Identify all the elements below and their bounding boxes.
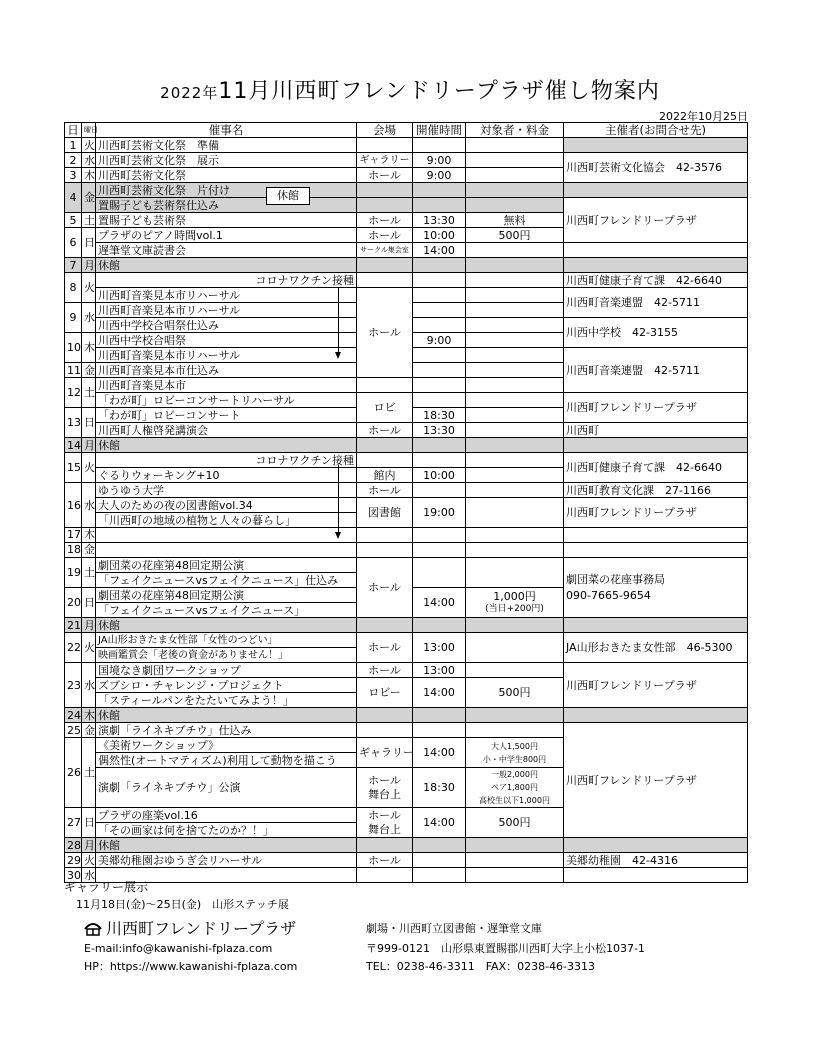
header-fee: 対象者・料金 [466, 123, 564, 138]
event-cell: 映画鑑賞会「老後の資金がありません！」 [96, 648, 357, 663]
table-row [65, 853, 748, 868]
fee-cell [466, 528, 564, 543]
phone-fax: TEL：0238-46-3311 FAX：0238-46-3313 [366, 960, 596, 973]
weekday-cell: 火 [82, 138, 96, 153]
event-cell: 川西町芸術文化祭 [96, 168, 357, 183]
fee-cell: 無料 [466, 213, 564, 228]
fee-cell [466, 333, 564, 348]
organizer-cell [564, 543, 748, 558]
table-row [65, 483, 748, 498]
event-cell: JA山形おきたま女性部「女性のつどい」 [96, 633, 357, 648]
time-cell [413, 708, 466, 723]
organizer-cell: 川西町教育文化課 27-1166 [564, 483, 748, 498]
event-cell: 川西町人権啓発講演会 [96, 423, 357, 438]
table-row [65, 453, 748, 468]
fee-cell [466, 723, 564, 738]
weekday-cell: 日 [82, 808, 96, 838]
event-cell: 大人のための夜の図書館vol.34 [96, 498, 357, 513]
venue-cell: ホール [357, 168, 413, 183]
organizer-cell [564, 838, 748, 853]
venue-cell: ホール [357, 853, 413, 868]
event-cell: 「フェイクニュースvsフェイクニュース」 [96, 603, 357, 618]
weekday-cell: 火 [82, 853, 96, 868]
event-cell: 「わが町」ロビーコンサートリハーサル [96, 393, 357, 408]
fee-cell [466, 168, 564, 183]
event-cell: 置賜子ども芸術祭仕込み [96, 198, 357, 213]
time-cell [413, 838, 466, 853]
header-venue: 会場 [357, 123, 413, 138]
venue-cell: ホール [357, 423, 413, 438]
table-row [65, 183, 748, 198]
table-row [65, 423, 748, 438]
fee-cell [466, 273, 564, 288]
venue-cell: ホール 舞台上 [357, 768, 413, 808]
venue-cell: サークル集会室 [357, 243, 413, 258]
header-event: 催事名 [96, 123, 357, 138]
day-cell: 12 [65, 378, 82, 408]
event-cell: 休館 [96, 838, 357, 853]
fee-cell [466, 543, 564, 558]
organizer-cell: 川西町音楽連盟 42-5711 [564, 348, 748, 393]
table-row [65, 198, 748, 213]
weekday-cell: 水 [82, 663, 96, 708]
time-cell: 18:30 [413, 408, 466, 423]
fee-cell [466, 138, 564, 153]
time-cell [413, 258, 466, 273]
fee-cell [466, 288, 564, 303]
day-cell: 19 [65, 558, 82, 588]
organizer-cell: 川西町フレンドリープラザ [564, 198, 748, 243]
day-cell: 13 [65, 408, 82, 438]
time-cell: 13:00 [413, 633, 466, 663]
weekday-cell: 月 [82, 838, 96, 853]
weekday-cell: 月 [82, 618, 96, 633]
event-cell: 川西町芸術文化祭 準備 [96, 138, 357, 153]
time-cell: 13:00 [413, 663, 466, 678]
event-cell: プラザの座楽vol.16 [96, 808, 357, 823]
event-cell: 劇団菜の花座第48回定期公演 [96, 558, 357, 573]
time-cell: 9:00 [413, 168, 466, 183]
time-cell [413, 378, 466, 393]
event-cell: 川西町音楽見本市リハーサル [96, 348, 357, 363]
venue-cell: 図書館 [357, 498, 413, 528]
weekday-cell: 水 [82, 483, 96, 528]
organizer-cell: 川西中学校 42-3155 [564, 318, 748, 348]
time-cell [413, 303, 466, 318]
day-cell: 23 [65, 663, 82, 708]
weekday-cell: 金 [82, 543, 96, 558]
venue-cell: ギャラリー [357, 738, 413, 768]
table-row [65, 243, 748, 258]
event-cell [96, 543, 357, 558]
venue-cell [357, 138, 413, 153]
venue-cell [357, 273, 413, 288]
day-cell: 27 [65, 808, 82, 838]
organizer-cell: 川西町健康子育て課 42-6640 [564, 273, 748, 288]
fee-cell [466, 318, 564, 333]
time-cell: 14:00 [413, 588, 466, 618]
day-cell: 1 [65, 138, 82, 153]
day-cell: 26 [65, 738, 82, 808]
venue-cell [357, 438, 413, 453]
table-row [65, 558, 748, 573]
fee-cell [466, 453, 564, 468]
event-cell: 「フェイクニュースvsフェイクニュース」仕込み [96, 573, 357, 588]
venue-cell [357, 258, 413, 273]
venue-cell: ホール [357, 558, 413, 618]
event-cell: 演劇「ライネキブチウ」公演 [96, 768, 357, 808]
weekday-cell: 日 [82, 228, 96, 258]
day-cell: 5 [65, 213, 82, 228]
venue-cell: ホール [357, 228, 413, 243]
fee-cell [466, 708, 564, 723]
fee-cell [466, 438, 564, 453]
venue-cell [357, 183, 413, 198]
organizer-cell [564, 618, 748, 633]
day-cell: 17 [65, 528, 82, 543]
table-row [65, 528, 748, 543]
time-cell [413, 138, 466, 153]
table-row [65, 153, 748, 168]
organizer-cell: 川西町芸術文化協会 42-3576 [564, 153, 748, 183]
organizer-cell: 劇団菜の花座事務局 090-7665-9654 [564, 558, 748, 618]
day-cell: 8 [65, 273, 82, 303]
event-cell: 川西中学校合唱祭仕込み [96, 318, 357, 333]
weekday-cell: 木 [82, 333, 96, 363]
event-cell: 休館 [96, 708, 357, 723]
time-cell [413, 363, 466, 378]
event-cell: 休館 [96, 618, 357, 633]
venue-cell: 館内 [357, 468, 413, 483]
event-cell: 休館 [96, 258, 357, 273]
fee-cell [466, 498, 564, 528]
page-title: 2022年11月川西町フレンドリープラザ催し物案内 [160, 79, 660, 104]
time-cell: 14:00 [413, 678, 466, 708]
day-cell: 16 [65, 483, 82, 528]
organizer-cell: 川西町フレンドリープラザ [564, 663, 748, 708]
time-cell [413, 723, 466, 738]
day-cell: 21 [65, 618, 82, 633]
weekday-cell: 火 [82, 453, 96, 483]
day-cell: 29 [65, 853, 82, 868]
table-row [65, 708, 748, 723]
day-cell: 22 [65, 633, 82, 663]
fee-cell [466, 853, 564, 868]
time-cell [413, 453, 466, 468]
day-cell: 14 [65, 438, 82, 453]
table-row [65, 723, 748, 738]
time-cell [413, 558, 466, 588]
issue-date: 2022年10月25日 [659, 110, 748, 123]
fee-cell: 一般2,000円 ペア1,800円 高校生以下1,000円 [466, 768, 564, 808]
day-cell: 25 [65, 723, 82, 738]
venue-cell [357, 543, 413, 558]
homepage-link[interactable]: HP：https://www.kawanishi-fplaza.com [84, 960, 298, 973]
time-cell [413, 528, 466, 543]
fee-cell [466, 378, 564, 393]
day-cell: 4 [65, 183, 82, 213]
table-row [65, 498, 748, 513]
fee-cell [466, 618, 564, 633]
event-cell: コロナワクチン接種 [96, 453, 357, 468]
day-cell: 6 [65, 228, 82, 258]
fee-cell [466, 423, 564, 438]
table-row [65, 393, 748, 408]
event-cell: 偶然性(オートマティズム)利用して動物を描こう [96, 753, 357, 768]
day-cell: 24 [65, 708, 82, 723]
organizer-cell: 川西町フレンドリープラザ [564, 498, 748, 528]
table-row [65, 138, 748, 153]
gallery-detail: 11月18日(金)～25日(金) 山形ステッチ展 [76, 898, 289, 911]
organizer-cell [564, 183, 748, 198]
table-row [65, 438, 748, 453]
time-cell [413, 438, 466, 453]
weekday-cell: 木 [82, 528, 96, 543]
venue-cell [357, 838, 413, 853]
continuation-arrow [338, 287, 339, 357]
fee-cell [466, 303, 564, 318]
day-cell: 15 [65, 453, 82, 483]
day-cell: 11 [65, 363, 82, 378]
fee-cell [466, 348, 564, 363]
fee-cell [466, 868, 564, 883]
venue-cell [357, 868, 413, 883]
venue-cell [357, 723, 413, 738]
time-cell [413, 273, 466, 288]
fee-cell [466, 393, 564, 408]
event-cell: 《美術ワークショップ》 [96, 738, 357, 753]
fee-cell [466, 838, 564, 853]
venue-cell: ホール [357, 633, 413, 663]
postal-address: 〒999-0121 山形県東置賜郡川西町大字上小松1037-1 [366, 942, 645, 955]
day-cell: 30 [65, 868, 82, 883]
venue-cell: ホール [357, 483, 413, 498]
time-cell: 14:00 [413, 808, 466, 838]
day-cell: 28 [65, 838, 82, 853]
day-cell: 18 [65, 543, 82, 558]
time-cell: 9:00 [413, 333, 466, 348]
weekday-cell: 金 [82, 183, 96, 213]
weekday-cell: 火 [82, 633, 96, 663]
time-cell: 13:30 [413, 213, 466, 228]
organizer-cell [564, 708, 748, 723]
weekday-cell: 金 [82, 363, 96, 378]
organizer-cell: 川西町 [564, 423, 748, 438]
time-cell: 14:00 [413, 243, 466, 258]
weekday-cell: 水 [82, 153, 96, 168]
event-cell: 川西町音楽見本市リハーサル [96, 303, 357, 318]
organizer-cell [564, 138, 748, 153]
organizer-cell: 川西町健康子育て課 42-6640 [564, 453, 748, 483]
venue-cell: ホール [357, 213, 413, 228]
schedule-table [64, 122, 748, 883]
table-row [65, 838, 748, 853]
continuation-arrow [338, 465, 339, 537]
event-cell: 川西町音楽見本市仕込み [96, 363, 357, 378]
time-cell [413, 198, 466, 213]
event-cell: コロナワクチン接種 [96, 273, 357, 288]
header-organizer: 主催者(お問合せ先) [564, 123, 748, 138]
event-cell: 川西中学校合唱祭 [96, 333, 357, 348]
time-cell [413, 483, 466, 498]
event-cell: 演劇「ライネキブチウ」仕込み [96, 723, 357, 738]
table-row [65, 663, 748, 678]
event-cell: 「スティールパンをたたいてみよう！」 [96, 693, 357, 708]
weekday-cell: 水 [82, 303, 96, 333]
time-cell [413, 868, 466, 883]
fee-cell: 大人1,500円 小・中学生800円 [466, 738, 564, 768]
venue-cell [357, 618, 413, 633]
fee-cell [466, 663, 564, 678]
venue-cell: ホール [357, 663, 413, 678]
venue-cell: ギャラリー [357, 153, 413, 168]
event-cell: 「その画家は何を捨てたのか？！」 [96, 823, 357, 838]
weekday-cell: 木 [82, 708, 96, 723]
fee-cell: 500円 [466, 678, 564, 708]
fee-cell [466, 483, 564, 498]
header-day: 日 [65, 123, 82, 138]
weekday-cell: 土 [82, 558, 96, 588]
event-cell: 川西町芸術文化祭 展示 [96, 153, 357, 168]
day-cell: 7 [65, 258, 82, 273]
email-link[interactable]: E-mail:info@kawanishi-fplaza.com [84, 942, 273, 955]
day-cell: 20 [65, 588, 82, 618]
fee-cell [466, 198, 564, 213]
time-cell: 14:00 [413, 738, 466, 768]
event-cell: 美郷幼稚園おゆうぎ会リハーサル [96, 853, 357, 868]
day-cell: 10 [65, 333, 82, 363]
organizer-cell: 川西町フレンドリープラザ [564, 723, 748, 838]
fee-cell: 1,000円 (当日+200円) [466, 588, 564, 618]
facility-names: 劇場・川西町立図書館・遅筆堂文庫 [366, 922, 542, 935]
table-row [65, 273, 748, 288]
fee-cell [466, 408, 564, 423]
venue-cell: ロビ [357, 393, 413, 423]
event-cell: 川西町音楽見本市リハーサル [96, 288, 357, 303]
gallery-heading: ギャラリー展示 [64, 880, 149, 894]
weekday-cell: 金 [82, 723, 96, 738]
event-cell: 国境なき劇団ワークショップ [96, 663, 357, 678]
venue-cell [357, 453, 413, 468]
time-cell: 19:00 [413, 498, 466, 528]
venue-cell [357, 378, 413, 393]
weekday-cell: 土 [82, 378, 96, 408]
event-cell: 川西町音楽見本市 [96, 378, 357, 393]
time-cell [413, 318, 466, 333]
event-cell: ぐるりウォーキング+10 [96, 468, 357, 483]
fee-cell: 500円 [466, 228, 564, 243]
event-cell: 劇団菜の花座第48回定期公演 [96, 588, 357, 603]
venue-cell: ホール [357, 288, 413, 378]
organizer-cell [564, 438, 748, 453]
event-cell: 置賜子ども芸術祭 [96, 213, 357, 228]
organizer-cell [564, 868, 748, 883]
time-cell: 18:30 [413, 768, 466, 808]
fee-cell [466, 153, 564, 168]
time-cell [413, 348, 466, 363]
event-cell: 遅筆堂文庫読書会 [96, 243, 357, 258]
fee-cell: 500円 [466, 808, 564, 838]
time-cell: 10:00 [413, 228, 466, 243]
weekday-cell: 日 [82, 588, 96, 618]
time-cell: 13:30 [413, 423, 466, 438]
organizer-cell [564, 258, 748, 273]
weekday-cell: 月 [82, 438, 96, 453]
organizer-cell [564, 243, 748, 258]
venue-cell [357, 708, 413, 723]
weekday-cell: 火 [82, 273, 96, 303]
venue-cell [357, 528, 413, 543]
table-row [65, 618, 748, 633]
organizer-cell: JA山形おきたま女性部 46-5300 [564, 633, 748, 663]
table-row [65, 258, 748, 273]
time-cell: 9:00 [413, 153, 466, 168]
table-header-row [65, 123, 748, 138]
weekday-cell: 土 [82, 213, 96, 228]
header-time: 開催時間 [413, 123, 466, 138]
table-row [65, 543, 748, 558]
event-cell [96, 528, 357, 543]
time-cell [413, 288, 466, 303]
plaza-logo-text: 川西町フレンドリープラザ [106, 919, 297, 938]
plaza-logo-icon [84, 920, 102, 936]
organizer-cell [564, 528, 748, 543]
fee-cell [466, 558, 564, 588]
time-cell: 10:00 [413, 468, 466, 483]
event-cell: ズブシロ・チャレンジ・プロジェクト [96, 678, 357, 693]
fee-cell [466, 468, 564, 483]
table-row [65, 288, 748, 303]
weekday-cell: 木 [82, 168, 96, 183]
time-cell [413, 393, 466, 408]
event-cell: 川西町芸術文化祭 片付け [96, 183, 357, 198]
weekday-cell: 日 [82, 408, 96, 438]
plaza-logo [84, 916, 296, 939]
table-row [65, 633, 748, 648]
time-cell [413, 183, 466, 198]
time-cell [413, 853, 466, 868]
weekday-cell: 水 [82, 868, 96, 883]
organizer-cell: 川西町音楽連盟 42-5711 [564, 288, 748, 318]
venue-cell: ロビー [357, 678, 413, 708]
venue-cell [357, 198, 413, 213]
organizer-cell: 美郷幼稚園 42-4316 [564, 853, 748, 868]
time-cell [413, 618, 466, 633]
event-cell: 「わが町」ロビーコンサート [96, 408, 357, 423]
event-cell: 休館 [96, 438, 357, 453]
venue-cell: ホール 舞台上 [357, 808, 413, 838]
organizer-cell: 川西町フレンドリープラザ [564, 393, 748, 423]
day-cell: 2 [65, 153, 82, 168]
table-row [65, 868, 748, 883]
fee-cell [466, 243, 564, 258]
closed-label: 休館 [266, 187, 310, 205]
weekday-cell: 土 [82, 738, 96, 808]
day-cell: 3 [65, 168, 82, 183]
fee-cell [466, 633, 564, 663]
day-cell: 9 [65, 303, 82, 333]
header-weekday: 曜日 [82, 123, 96, 138]
event-cell: 「川西町の地域の植物と人々の暮らし」 [96, 513, 357, 528]
fee-cell [466, 183, 564, 198]
time-cell [413, 543, 466, 558]
event-cell: ゆうゆう大学 [96, 483, 357, 498]
fee-cell [466, 363, 564, 378]
fee-cell [466, 258, 564, 273]
weekday-cell: 月 [82, 258, 96, 273]
event-cell: プラザのピアノ時間vol.1 [96, 228, 357, 243]
